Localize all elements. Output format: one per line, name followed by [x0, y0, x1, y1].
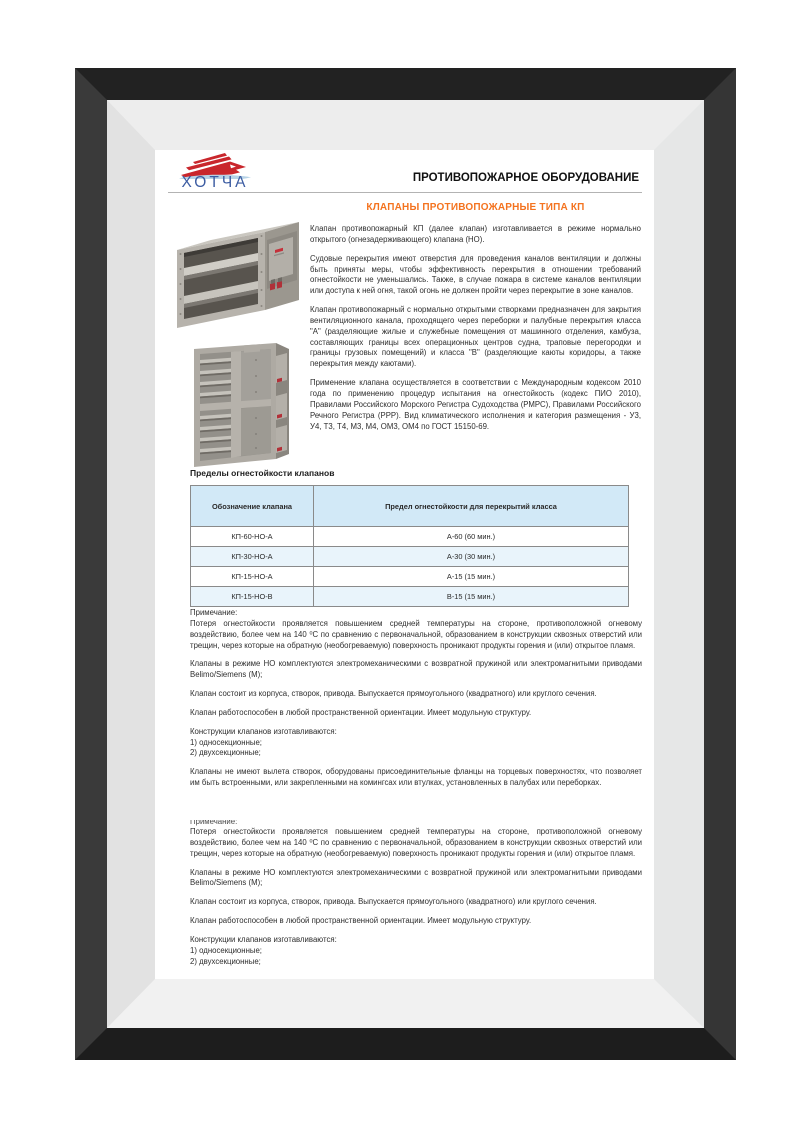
intro-paragraph-2: Судовые перекрытия имеют отверстия для проведения каналов вентиляции и должны быть приняты меры, чтобы эффективность перекрытия в отношении требований огнестойкости не уменьшались. Также, в случае пожара в системе каналов вентиляции или доступа к ней огня, такой огонь не должен пройти через перекрытие в зоне каналов.: [310, 253, 641, 296]
intro-paragraph-1: Клапан противопожарный КП (далее клапан) изготавливается в режиме нормально открытого (огнезадерживающего) клапана (НО).: [310, 224, 641, 244]
note-orientation: Клапан работоспособен в любой пространственной ориентации. Имеет модульную структуру.: [190, 707, 532, 717]
damper-single-section-render: [171, 214, 309, 330]
intro-paragraph-4: Применение клапана осуществляется в соответствии с Международным кодексом 2010 года по применению процедур испытания на огнестойкость (кодекс ПИО 2010), Правилами Российского Морского Регистра Судоходства (РМРС), Правилами Российского Речного Регистра (РРР). Вид климатического исполнения и категория размещения - У3, У4, Т3, Т4, М3, М4, ОМ3, ОМ4 по ГОСТ 15150-69.: [310, 378, 641, 431]
note-consists: Клапан состоит из корпуса, створок, привода. Выпускается прямоугольного (квадратного) или круглого сечения.: [190, 689, 597, 699]
brand-logo: [172, 152, 258, 192]
figure-damper-double: [186, 340, 302, 468]
note-loss: Потеря огнестойкости проявляется повышением средней температуры на стороне, противоположной огневому воздействию, более чем на 140 ⁰С по сравнению с первоначальной, образованием в конструкции сквозных отверстий или трещин, через которые на обратную (необогреваемую) поверхность проникают продукты горения и (или) открытое пламя.: [190, 827, 642, 858]
note-loss: Потеря огнестойкости проявляется повышением средней температуры на стороне, противоположной огневому воздействию, более чем на 140 ⁰С по сравнению с первоначальной, образованием в конструкции сквозных отверстий или трещин, через которые на обратную (необогреваемую) поверхность проникают продукты горения и (или) открытое пламя.: [190, 618, 642, 650]
note-list-item-2: 2) двухсекционные;: [190, 748, 261, 758]
damper-double-section-render: [186, 340, 302, 468]
notes-section-repeat: [190, 820, 642, 967]
table-row: [191, 527, 629, 547]
table-cell-limit: В-15 (15 мин.): [314, 587, 629, 607]
intro-paragraph-3: Клапан противопожарный с нормально открытыми створками предназначен для закрытия вентиляционного канала, проходящего через переборки и палубные перекрытия класса "А" (разделяющие жилые и служебные помещения от машинного отделения, камбуза, составляющих границы всех операционных центров судна, траповые перегородки и границы грузовых помещений) и класса "В" (разделяющие каюты коридоры, а также перекрытия между каютами).: [310, 305, 641, 369]
table-cell-limit: А-30 (30 мин.): [314, 547, 629, 567]
note-constructions: Конструкции клапанов изготавливаются:: [190, 726, 337, 736]
note-list-item-1: 1) односекционные;: [190, 945, 262, 955]
table-header-row: [191, 486, 629, 527]
fire-resistance-table: [190, 485, 629, 607]
figure-damper-single: [171, 214, 309, 330]
note-drives: Клапаны в режиме НО комплектуются электромеханическими с возвратной пружиной или электромагнитыми приводами Belimo/Siemens (М);: [190, 659, 642, 680]
table-header-cell-limit: Предел огнестойкости для перекрытий класса: [314, 486, 629, 527]
table-cell-code: КП-60-НО-А: [191, 527, 314, 547]
picture-frame: [75, 68, 736, 1060]
page-title: ПРОТИВОПОЖАРНОЕ ОБОРУДОВАНИЕ: [412, 172, 639, 184]
table-cell-code: КП-30-НО-А: [191, 547, 314, 567]
note-flanges: Клапаны не имеют вылета створок, оборудованы присоединительные фланцы на торцевых поверхностях, что позволяет им быть встроенными, или закрепленными на комингсах или втулках, установленных в палубах или переборках.: [190, 767, 642, 788]
table-cell-code: КП-15-НО-В: [191, 587, 314, 607]
note-orientation: Клапан работоспособен в любой пространственной ориентации. Имеет модульную структуру.: [190, 916, 532, 926]
brand-name: ХОТЧА: [181, 174, 249, 191]
note-list-item-1: 1) односекционные;: [190, 737, 262, 747]
table-row: [191, 587, 629, 607]
note-list-item-2: 2) двухсекционные;: [190, 956, 261, 966]
table-caption: Пределы огнестойкости клапанов: [190, 468, 335, 478]
table-cell-limit: А-15 (15 мин.): [314, 567, 629, 587]
notes-heading-clipped: Примечание:: [190, 820, 238, 827]
notes-section: [190, 608, 642, 797]
fire-resistance-section: [190, 468, 628, 607]
table-row: [191, 547, 629, 567]
note-constructions: Конструкции клапанов изготавливаются:: [190, 934, 337, 944]
frame-mat: [107, 100, 704, 1028]
table-cell-code: КП-15-НО-А: [191, 567, 314, 587]
notes-heading: Примечание:: [190, 608, 238, 617]
document-page: [155, 150, 654, 979]
table-cell-limit: А-60 (60 мин.): [314, 527, 629, 547]
intro-text: [310, 224, 641, 440]
document-title: КЛАПАНЫ ПРОТИВОПОЖАРНЫЕ ТИПА КП: [366, 202, 585, 213]
table-header-cell-code: Обозначение клапана: [191, 486, 314, 527]
note-drives: Клапаны в режиме НО комплектуются электромеханическими с возвратной пружиной или электромагнитыми приводами Belimo/Siemens (М);: [190, 867, 642, 888]
note-consists: Клапан состоит из корпуса, створок, привода. Выпускается прямоугольного (квадратного) или круглого сечения.: [190, 897, 597, 907]
table-row: [191, 567, 629, 587]
